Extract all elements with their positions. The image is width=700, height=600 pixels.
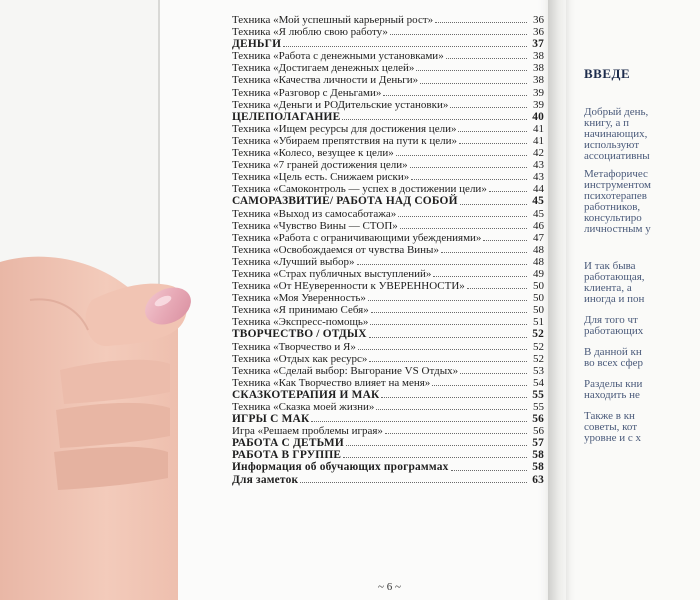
right-page-line: инструментом — [584, 179, 651, 191]
toc-entry-title: Техника «От НЕуверенности к УВЕРЕННОСТИ» — [232, 280, 465, 293]
toc-entry-title: Техника «Моя Уверенность» — [232, 292, 366, 305]
right-page-line: В данной кн — [584, 346, 642, 358]
toc-entry-page: 43 — [533, 171, 544, 184]
toc-entry — [232, 474, 544, 486]
right-page-line: Разделы кни — [584, 378, 643, 390]
toc-entry-page: 52 — [533, 352, 544, 365]
toc-entry-title: Игра «Решаем проблемы играя» — [232, 425, 383, 438]
toc-entry — [232, 87, 544, 99]
right-page-line: во всех сфер — [584, 357, 644, 369]
toc-entry-page: 42 — [533, 147, 544, 160]
page-number: ~ 6 ~ — [378, 581, 401, 593]
right-page-line: иногда и пон — [584, 293, 645, 305]
right-page-line: личностным у — [584, 223, 651, 235]
toc-entry-page: 55 — [532, 388, 544, 401]
toc-leader-dots — [446, 58, 527, 59]
toc-entry-title: Информация об обучающих программах — [232, 461, 449, 474]
right-page-line: Для того чт — [584, 314, 638, 326]
toc-leader-dots — [489, 191, 527, 192]
right-page-line: клиента, а — [584, 282, 632, 294]
toc-entry-page: 38 — [533, 74, 544, 87]
background — [0, 0, 180, 600]
toc-entry — [232, 111, 544, 123]
toc-leader-dots — [371, 312, 527, 313]
toc-entry — [232, 147, 544, 159]
toc-leader-dots — [459, 143, 527, 144]
toc-entry-title: РАБОТА В ГРУППЕ — [232, 449, 342, 462]
toc-entry-title: Техника «Деньги и РОДительские установки» — [232, 98, 449, 111]
toc-entry — [232, 195, 544, 207]
toc-leader-dots — [369, 337, 527, 338]
toc-leader-dots — [396, 155, 527, 156]
right-page-line: психотерапев — [584, 190, 647, 202]
toc-entry-title: Техника «Колесо, везущее к цели» — [232, 147, 394, 160]
toc-entry — [232, 328, 544, 340]
toc-entry-title: Техника «Как Творчество влияет на меня» — [232, 376, 431, 389]
toc-entry-title: Техника «Сделай выбор: Выгорание VS Отдых» — [232, 364, 459, 377]
toc-entry-page: 49 — [533, 267, 544, 280]
toc-leader-dots — [390, 34, 527, 35]
toc-leader-dots — [411, 179, 527, 180]
toc-entry — [232, 171, 544, 183]
toc-entry-page: 38 — [533, 62, 544, 75]
toc-entry — [232, 99, 544, 111]
toc-entry-page: 50 — [533, 292, 544, 305]
toc-entry — [232, 50, 544, 62]
toc-entry — [232, 304, 544, 316]
toc-entry-page: 41 — [533, 122, 544, 135]
toc-entry-page: 54 — [533, 376, 544, 389]
toc-leader-dots — [383, 95, 527, 96]
toc-leader-dots — [460, 373, 527, 374]
toc-entry-title: Техника «Цель есть. Снижаем риски» — [232, 171, 410, 184]
toc-entry — [232, 341, 544, 353]
toc-entry — [232, 449, 544, 461]
toc-entry — [232, 159, 544, 171]
toc-entry — [232, 244, 544, 256]
toc-leader-dots — [343, 457, 527, 458]
toc-entry-page: 37 — [532, 38, 544, 51]
toc-entry-title: Техника «Убираем препятствия на пути к цели» — [232, 134, 458, 147]
right-page-line: консультиро — [584, 212, 642, 224]
toc-entry-page: 39 — [533, 86, 544, 99]
toc-entry — [232, 208, 544, 220]
toc-entry-title: Техника «Я люблю свою работу» — [232, 26, 388, 39]
toc-leader-dots — [300, 482, 527, 483]
toc-leader-dots — [441, 252, 527, 253]
toc-leader-dots — [400, 228, 527, 229]
toc-entry-title: ДЕНЬГИ — [232, 38, 282, 51]
toc-leader-dots — [311, 421, 527, 422]
toc-entry — [232, 292, 544, 304]
toc-entry-title: Техника «Страх публичных выступлений» — [232, 267, 432, 280]
toc-entry-title: Техника «Экспресс-помощь» — [232, 316, 369, 329]
toc-leader-dots — [433, 276, 527, 277]
table-of-contents — [232, 14, 544, 486]
toc-entry-page: 57 — [532, 437, 544, 450]
toc-leader-dots — [357, 264, 527, 265]
toc-entry-title: Техника «Лучший выбор» — [232, 255, 355, 268]
toc-entry-page: 52 — [533, 340, 544, 353]
right-page-line: работников, — [584, 201, 641, 213]
toc-entry — [232, 38, 544, 50]
right-page-line: Добрый день, — [584, 106, 649, 118]
toc-entry-page: 52 — [532, 328, 544, 341]
toc-entry-page: 46 — [533, 219, 544, 232]
right-page-line: работающая, — [584, 271, 645, 283]
toc-leader-dots — [420, 83, 527, 84]
toc-entry-title: Техника «Работа с ограничивающими убеждениями» — [232, 231, 482, 244]
right-page-line: книгу, а п — [584, 117, 630, 129]
toc-leader-dots — [460, 204, 527, 205]
toc-entry — [232, 413, 544, 425]
toc-entry — [232, 62, 544, 74]
toc-leader-dots — [458, 131, 527, 132]
toc-entry-page: 45 — [533, 207, 544, 220]
toc-leader-dots — [370, 324, 527, 325]
toc-entry-title: Техника «Отдых как ресурс» — [232, 352, 368, 365]
toc-entry-title: Техника «Выход из самосаботажа» — [232, 207, 397, 220]
toc-entry-page: 45 — [532, 195, 544, 208]
toc-entry-page: 58 — [532, 461, 544, 474]
toc-entry-page: 50 — [533, 304, 544, 317]
toc-leader-dots — [398, 216, 527, 217]
toc-entry-title: РАБОТА С ДЕТЬМИ — [232, 437, 344, 450]
toc-entry-page: 48 — [533, 243, 544, 256]
toc-leader-dots — [376, 409, 527, 410]
right-page-line: Метафоричес — [584, 168, 648, 180]
toc-entry-page: 38 — [533, 50, 544, 63]
toc-entry-page: 44 — [533, 183, 544, 196]
right-page-line: советы, кот — [584, 421, 638, 433]
toc-entry — [232, 183, 544, 195]
toc-entry-page: 48 — [533, 255, 544, 268]
toc-entry-page: 51 — [533, 316, 544, 329]
toc-entry-title: Техника «Чувство Вины — СТОП» — [232, 219, 398, 232]
toc-leader-dots — [435, 22, 527, 23]
toc-entry-title: Техника «Освобождаемся от чувства Вины» — [232, 243, 439, 256]
right-page-heading: ВВЕДЕ — [584, 66, 631, 81]
toc-leader-dots — [346, 445, 527, 446]
toc-entry — [232, 232, 544, 244]
toc-entry — [232, 268, 544, 280]
toc-entry-page: 36 — [533, 14, 544, 26]
right-page-line: ассоциативны — [584, 150, 650, 162]
toc-entry-title: СКАЗКОТЕРАПИЯ И МАК — [232, 388, 380, 401]
toc-leader-dots — [451, 470, 527, 471]
toc-leader-dots — [358, 349, 527, 350]
toc-entry-page: 56 — [532, 413, 544, 426]
toc-entry — [232, 401, 544, 413]
right-page-line: И так быва — [584, 260, 636, 272]
toc-entry-title: Техника «Я принимаю Себя» — [232, 304, 369, 317]
toc-entry-title: Техника «Самоконтроль — успех в достижении цели» — [232, 183, 487, 196]
toc-entry — [232, 461, 544, 473]
toc-entry-title: Техника «Творчество и Я» — [232, 340, 356, 353]
toc-entry-title: Техника «Разговор с Деньгами» — [232, 86, 382, 99]
toc-entry-title: ЦЕЛЕПОЛАГАНИЕ — [232, 110, 341, 123]
toc-entry-page: 40 — [532, 110, 544, 123]
toc-entry-title: Техника «Работа с денежными установками» — [232, 50, 444, 63]
toc-entry-page: 50 — [533, 280, 544, 293]
toc-entry-page: 36 — [533, 26, 544, 39]
toc-entry — [232, 135, 544, 147]
toc-leader-dots — [368, 300, 527, 301]
toc-entry-title: Техника «Сказка моей жизни» — [232, 401, 375, 413]
toc-leader-dots — [483, 240, 527, 241]
toc-leader-dots — [342, 119, 527, 120]
toc-leader-dots — [416, 70, 527, 71]
toc-entry-page: 47 — [533, 231, 544, 244]
toc-entry — [232, 425, 544, 437]
toc-entry-page: 63 — [532, 473, 544, 486]
toc-entry-title: ИГРЫ С МАК — [232, 413, 310, 426]
right-page-line: работающих — [584, 325, 644, 337]
toc-entry-title: Техника «7 граней достижения цели» — [232, 159, 408, 172]
toc-leader-dots — [283, 46, 527, 47]
toc-entry — [232, 280, 544, 292]
toc-entry — [232, 365, 544, 377]
toc-entry — [232, 256, 544, 268]
toc-leader-dots — [410, 167, 527, 168]
toc-entry-page: 56 — [533, 425, 544, 438]
toc-entry — [232, 353, 544, 365]
toc-entry-title: САМОРАЗВИТИЕ/ РАБОТА НАД СОБОЙ — [232, 195, 458, 208]
book-gutter — [548, 0, 566, 600]
toc-leader-dots — [381, 397, 527, 398]
toc-entry — [232, 389, 544, 401]
toc-entry-page: 41 — [533, 134, 544, 147]
toc-entry-title: Техника «Качества личности и Деньги» — [232, 74, 419, 87]
toc-entry-page: 55 — [533, 401, 544, 413]
right-page-line: Также в кн — [584, 410, 635, 422]
toc-entry-page: 53 — [533, 364, 544, 377]
toc-entry — [232, 123, 544, 135]
toc-leader-dots — [450, 107, 527, 108]
toc-entry-page: 58 — [532, 449, 544, 462]
toc-entry — [232, 220, 544, 232]
toc-entry — [232, 316, 544, 328]
right-page-line: начинающих, — [584, 128, 648, 140]
right-page-line: уровне и с х — [584, 432, 641, 444]
toc-entry — [232, 14, 544, 26]
toc-entry — [232, 74, 544, 86]
toc-entry-title: Техника «Мой успешный карьерный рост» — [232, 14, 434, 26]
toc-entry-title: Для заметок — [232, 473, 299, 486]
toc-leader-dots — [467, 288, 527, 289]
toc-entry-page: 39 — [533, 98, 544, 111]
right-page-line: находить не — [584, 389, 640, 401]
toc-leader-dots — [432, 385, 527, 386]
toc-entry-title: ТВОРЧЕСТВО / ОТДЫХ — [232, 328, 367, 341]
toc-leader-dots — [385, 433, 527, 434]
toc-entry-page: 43 — [533, 159, 544, 172]
toc-leader-dots — [369, 361, 527, 362]
right-page-line: используют — [584, 139, 640, 151]
toc-entry-title: Техника «Ищем ресурсы для достижения цели» — [232, 122, 457, 135]
toc-entry — [232, 377, 544, 389]
toc-entry — [232, 26, 544, 38]
toc-entry — [232, 437, 544, 449]
toc-entry-title: Техника «Достигаем денежных целей» — [232, 62, 415, 75]
